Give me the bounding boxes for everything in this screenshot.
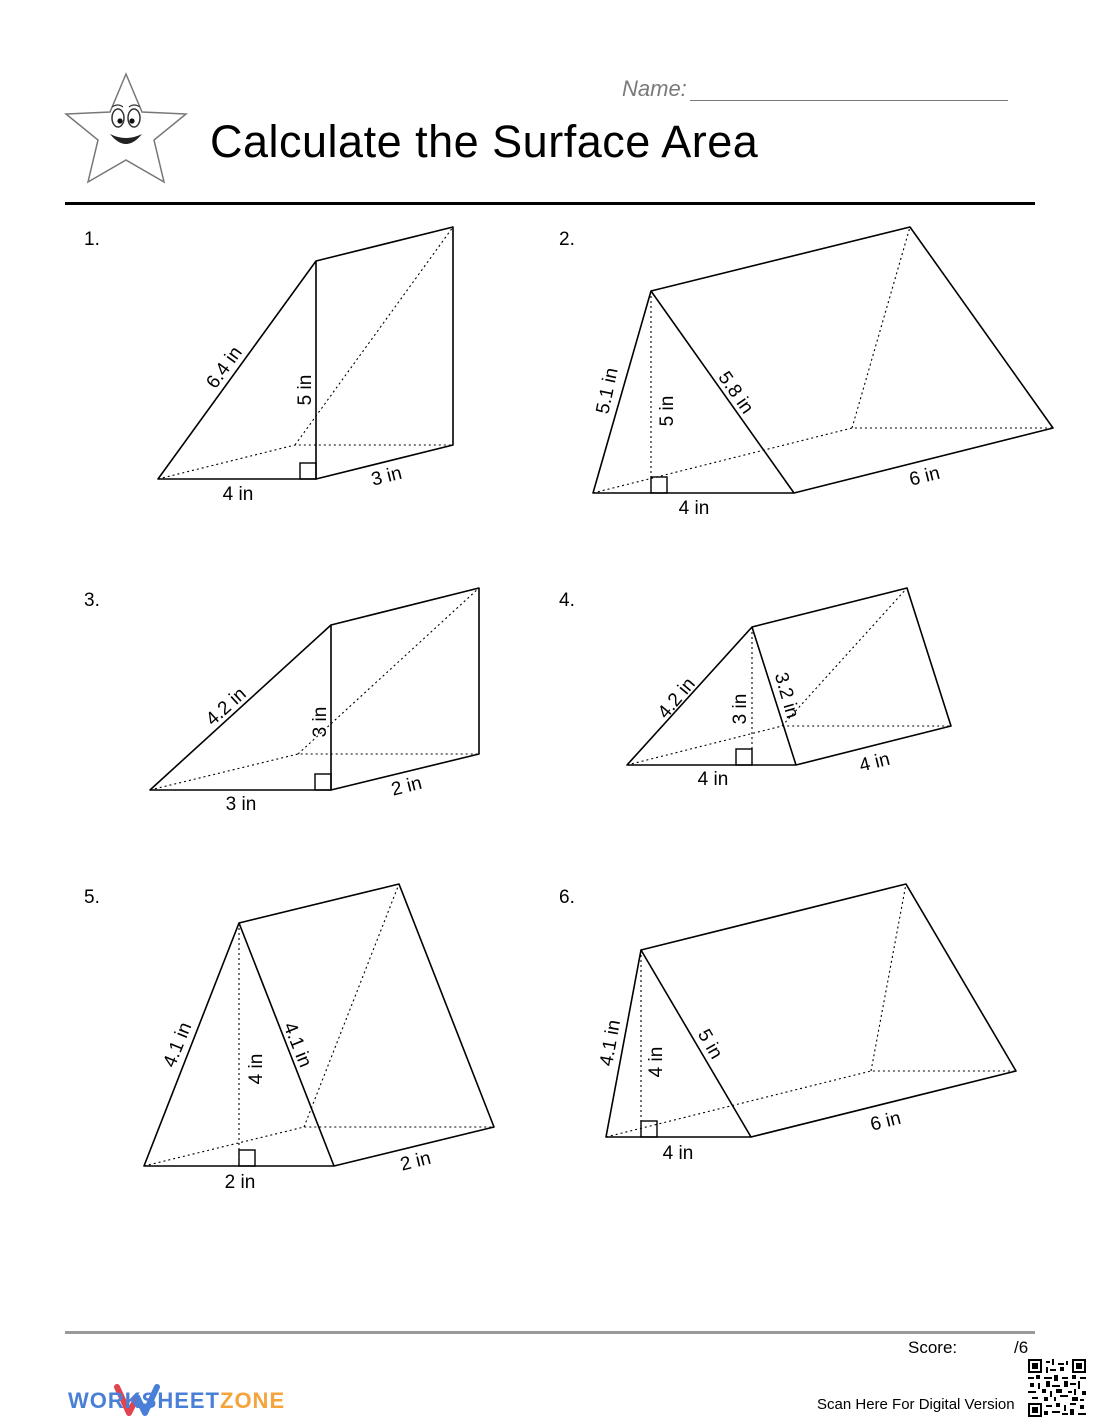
problem-number: 2.: [559, 229, 575, 250]
name-label: Name:: [622, 76, 687, 101]
height-label: 5 in: [657, 395, 678, 427]
base-label: 4 in: [662, 1143, 694, 1164]
height-label: 3 in: [310, 706, 331, 738]
right-angle-marker: [315, 774, 331, 790]
scan-instruction: Scan Here For Digital Version: [817, 1396, 1015, 1413]
base-label: 4 in: [222, 484, 254, 505]
right-side-label: 5 in: [693, 1025, 727, 1063]
brand-name-part1: WORKSHEET: [68, 1388, 220, 1413]
base-label: 4 in: [697, 769, 729, 790]
height-label: 5 in: [295, 374, 316, 406]
problem-6: [559, 884, 1016, 1164]
right-side-label: 3.2 in: [769, 670, 803, 721]
problem-number: 4.: [559, 590, 575, 611]
length-label: 6 in: [868, 1107, 904, 1136]
left-side-label: 4.1 in: [596, 1018, 625, 1068]
footer-divider: [65, 1331, 1035, 1334]
length-label: 2 in: [398, 1147, 434, 1176]
base-label: 2 in: [224, 1172, 256, 1193]
problem-number: 5.: [84, 887, 100, 908]
length-label: 2 in: [389, 772, 425, 801]
problem-5: [84, 884, 494, 1193]
problem-number: 1.: [84, 229, 100, 250]
height-label: 3 in: [730, 693, 751, 725]
base-label: 3 in: [225, 794, 257, 815]
hypotenuse-label: 6.4 in: [202, 342, 247, 393]
left-side-label: 4.1 in: [159, 1019, 197, 1071]
length-label: 3 in: [369, 462, 405, 491]
score-label: Score:: [908, 1338, 958, 1357]
left-side-label: 4.2 in: [653, 673, 700, 724]
prism-figure: [158, 227, 453, 479]
base-label: 4 in: [678, 498, 710, 519]
right-side-label: 4.1 in: [278, 1019, 316, 1071]
left-side-label: 5.1 in: [592, 365, 623, 416]
length-label: 4 in: [857, 748, 893, 777]
prism-figure: [150, 588, 479, 790]
right-side-label: 5.8 in: [713, 367, 758, 418]
right-angle-marker: [239, 1150, 255, 1166]
prism-figure: [593, 227, 1053, 493]
right-angle-marker: [651, 477, 667, 493]
brand-name[interactable]: [68, 1388, 285, 1414]
height-label: 4 in: [646, 1046, 667, 1078]
right-angle-marker: [300, 463, 316, 479]
prism-figure: [606, 884, 1016, 1137]
score-total: /6: [1014, 1338, 1029, 1357]
problem-number: 3.: [84, 590, 100, 611]
qr-code-icon[interactable]: [1028, 1359, 1086, 1417]
problem-3: [84, 588, 479, 815]
problem-2: [559, 227, 1053, 519]
problem-1: [84, 227, 453, 505]
right-angle-marker: [736, 749, 752, 765]
hypotenuse-label: 4.2 in: [202, 683, 251, 731]
right-angle-marker: [641, 1121, 657, 1137]
problem-4: [559, 588, 951, 790]
height-label: 4 in: [246, 1053, 267, 1085]
worksheet-title: Calculate the Surface Area: [210, 116, 759, 167]
brand-name-part2: ZONE: [220, 1388, 286, 1413]
prism-figure: [144, 884, 494, 1166]
problem-number: 6.: [559, 887, 575, 908]
length-label: 6 in: [907, 462, 943, 491]
